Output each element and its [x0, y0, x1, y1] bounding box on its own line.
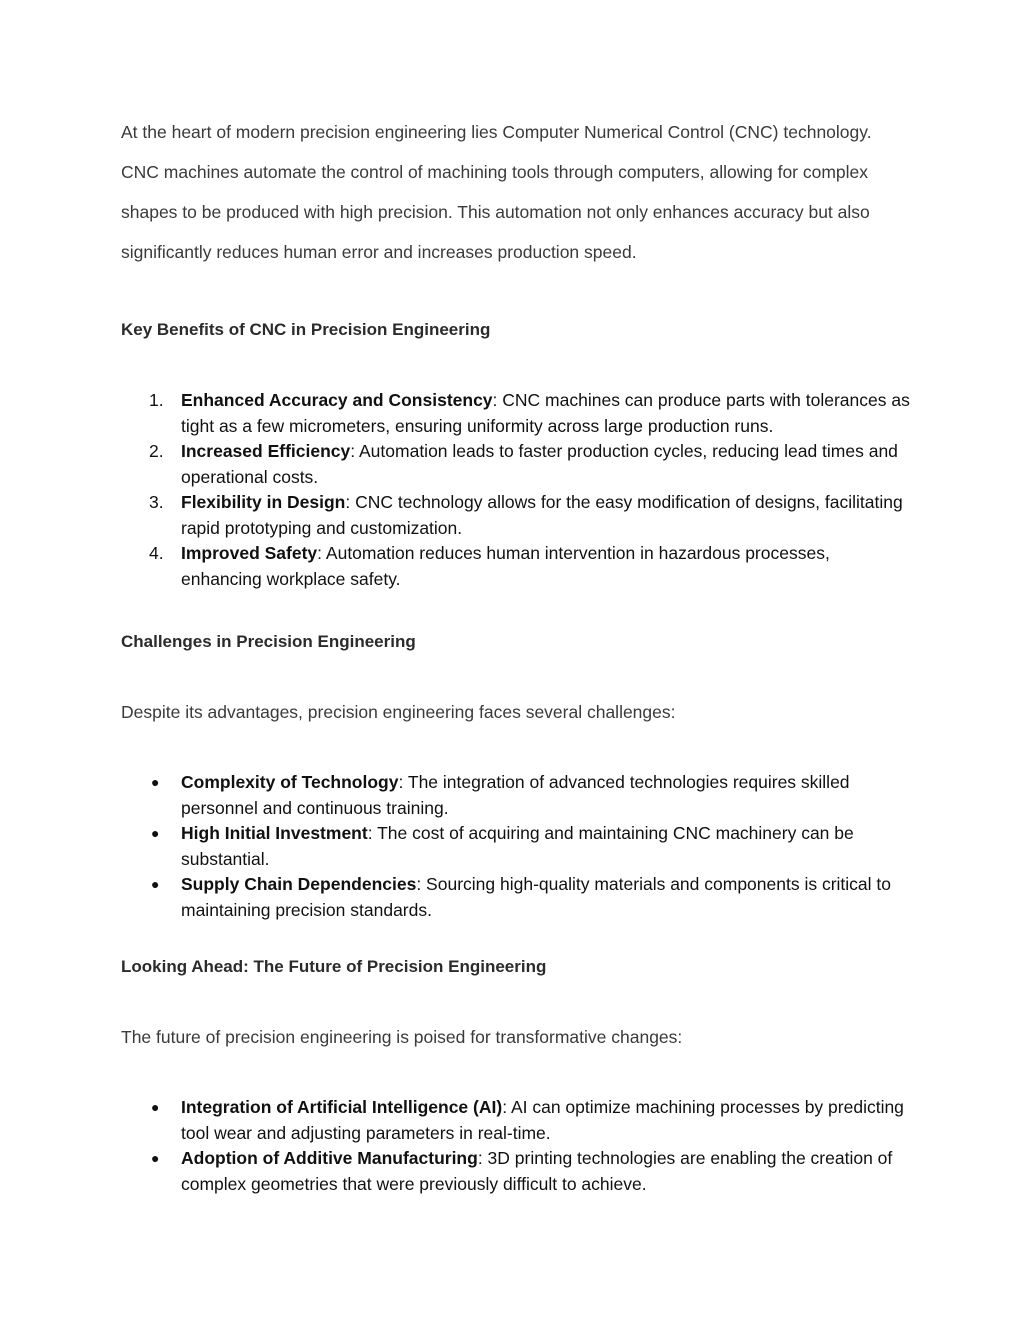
list-item: [121, 490, 911, 541]
list-item: [121, 439, 911, 490]
bullet-icon: ●: [151, 774, 160, 790]
list-item: [121, 388, 911, 439]
list-item-term: Adoption of Additive Manufacturing: [181, 1148, 478, 1168]
bullet-icon: ●: [151, 1150, 160, 1166]
list-item-text: : 3D printing technologies are enabling the creation of complex geometries that were previously difficult to achieve.: [181, 1148, 893, 1194]
list-item-text: : Automation leads to faster production cycles, reducing lead times and operational costs.: [181, 441, 898, 487]
document-page: [121, 112, 911, 1197]
bullet-icon: ●: [151, 1099, 160, 1115]
list-item: [121, 770, 911, 821]
list-number: 2.: [149, 441, 164, 461]
benefits-list: [121, 388, 911, 592]
list-item-term: Increased Efficiency: [181, 441, 351, 461]
list-item-term: High Initial Investment: [181, 823, 368, 843]
bullet-icon: ●: [151, 825, 160, 841]
future-heading: Looking Ahead: The Future of Precision Engineering: [121, 957, 547, 976]
list-number: 3.: [149, 492, 164, 512]
list-item-term: Improved Safety: [181, 543, 318, 563]
list-item-term: Integration of Artificial Intelligence (AI): [181, 1097, 503, 1117]
future-list: [121, 1095, 911, 1197]
challenges-intro: Despite its advantages, precision engineering faces several challenges:: [121, 702, 676, 722]
list-item-text: : Automation reduces human intervention in hazardous processes, enhancing workplace safety.: [181, 543, 830, 589]
challenges-list: [121, 770, 911, 923]
list-item-term: Complexity of Technology: [181, 772, 399, 792]
list-item-text: : The integration of advanced technologies requires skilled personnel and continuous training.: [181, 772, 850, 818]
list-item-text: : AI can optimize machining processes by predicting tool wear and adjusting parameters in real-time.: [181, 1097, 904, 1143]
list-item: [121, 541, 911, 592]
list-number: 4.: [149, 543, 164, 563]
list-item-text: : The cost of acquiring and maintaining CNC machinery can be substantial.: [181, 823, 854, 869]
list-item-text: : CNC technology allows for the easy modification of designs, facilitating rapid prototyping and customization.: [181, 492, 903, 538]
list-item-text: : CNC machines can produce parts with tolerances as tight as a few micrometers, ensuring uniformity across large production runs.: [181, 390, 910, 436]
future-intro: The future of precision engineering is poised for transformative changes:: [121, 1027, 683, 1047]
list-item-term: Flexibility in Design: [181, 492, 346, 512]
list-number: 1.: [149, 390, 164, 410]
list-item: [121, 1146, 911, 1197]
list-item-text: : Sourcing high-quality materials and components is critical to maintaining precision standards.: [181, 874, 891, 920]
list-item: [121, 1095, 911, 1146]
bullet-icon: ●: [151, 876, 160, 892]
challenges-heading: Challenges in Precision Engineering: [121, 632, 416, 651]
list-item: [121, 872, 911, 923]
list-item-term: Supply Chain Dependencies: [181, 874, 417, 894]
intro-paragraph: At the heart of modern precision engineering lies Computer Numerical Control (CNC) technology. CNC machines automate the control of machining tools through computers, allowing for complex shapes to be produced with high precision. This automation not only enhances accuracy but also significantly reduces human error and increases production speed.: [121, 122, 872, 262]
benefits-heading: Key Benefits of CNC in Precision Engineering: [121, 320, 491, 339]
list-item-term: Enhanced Accuracy and Consistency: [181, 390, 493, 410]
list-item: [121, 821, 911, 872]
